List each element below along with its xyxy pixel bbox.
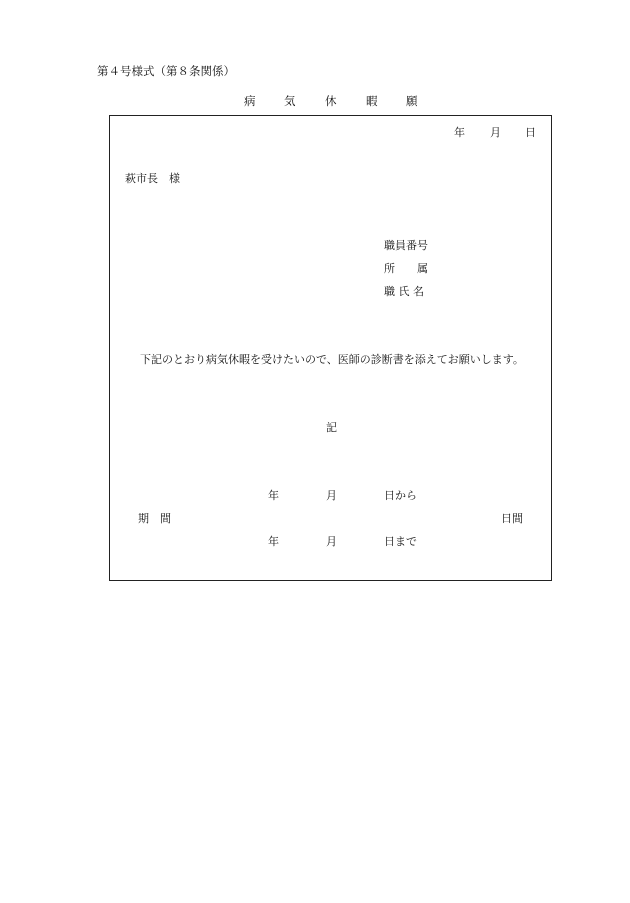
period-from-month: 月 — [326, 489, 337, 502]
period-label: 期 間 — [138, 512, 171, 525]
period-from-day: 日から — [384, 489, 417, 502]
title-char-5: 願 — [406, 94, 418, 108]
date-month: 月 — [490, 126, 501, 139]
period-from-year: 年 — [268, 489, 279, 502]
staff-number-label: 職員番号 — [384, 239, 428, 252]
period-to-day: 日まで — [384, 535, 417, 548]
title-char-3: 休 — [325, 94, 337, 108]
name-label: 職 氏 名 — [384, 285, 424, 298]
period-to-month: 月 — [326, 535, 337, 548]
addressee: 萩市長 様 — [125, 172, 180, 185]
period-days: 日間 — [501, 512, 523, 525]
affiliation-label: 所 属 — [384, 262, 428, 275]
title-char-1: 病 — [244, 94, 256, 108]
request-text: 下記のとおり病気休暇を受けたいので、医師の診断書を添えてお願いします。 — [140, 353, 524, 366]
date-year: 年 — [454, 126, 465, 139]
title-char-2: 気 — [284, 94, 296, 108]
title-char-4: 暇 — [366, 94, 378, 108]
date-day: 日 — [525, 126, 536, 139]
period-to-year: 年 — [268, 535, 279, 548]
form-number: 第４号様式（第８条関係） — [97, 64, 235, 78]
ki-label: 記 — [326, 421, 337, 434]
